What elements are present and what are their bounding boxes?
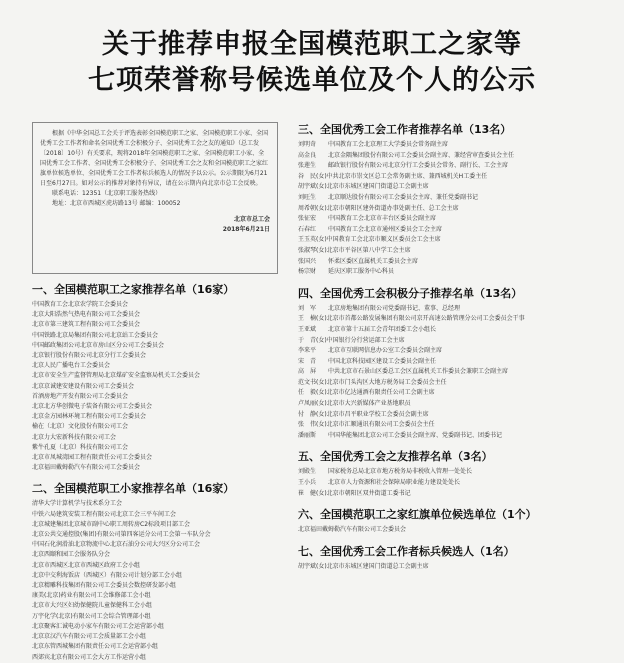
list-item: 中国教育工会北京农学院工会委员会 xyxy=(32,301,129,308)
list-item: 刘明奇 中国教育工会北京理工大学委员会常务副主席 xyxy=(298,141,449,148)
list-item: 张淑琴(女)北京市平谷区第八中学工会主席 xyxy=(298,246,411,254)
list-item: 首酒房地产开发有限公司工会委员会 xyxy=(32,392,129,400)
list-item: 清华大学计算机学与技术系分工会 xyxy=(32,500,123,508)
section-heading-6: 六、全国模范职工之家红旗单位候选单位（1个） xyxy=(298,508,537,522)
list-item: 中国邮政集团公司北京市房山区分公司工会委员会 xyxy=(32,341,165,349)
notice-body: 根据《中华全国总工会关于评选表彰全国模范职工之家、全国模范职工小家、全国优秀工会工作者和命名全国优秀工会积极分子、全国优秀工会之友的通知》（总工发〔2018〕10号）有关要求，现将2018年全国模范职工之家、全国模范职工小家、全国优秀工会工作者、全国优秀工会积极分子、全国优秀工会之友和全国模范职工之家红旗单位候选单位、全国优秀工会工作者标兵候选人的情况予以公示。公示期限为6月21日至6月27日。如对公示的推荐对象持有异议，请在公示期内向北京市总工会反映。 xyxy=(40,130,269,187)
list-item: 高金良 北京金隅集团股份有限公司工会委员会副主席、兼经营审查委员会主任 xyxy=(298,151,515,159)
list-item: 王小兵 北京市人力资源和社会保障局职业能力建设处处长 xyxy=(298,479,461,487)
list-item: 北京大阳浩然气热电有限公司工会委员会 xyxy=(32,311,141,319)
list-item: 任 毅(女)北京市亿达通酒有限责任公司工会副主席 xyxy=(298,389,435,397)
list-item: 王 楠(女)北京市首都公路发展集团有限公司京开高速公路管理分公司工会委员会干事 xyxy=(298,315,525,323)
list-item: 北京金方园林环境工程有限公司工会委员会 xyxy=(32,413,147,421)
list-item: 付 静(女)北京市昌平职业学校工会委员会副主席 xyxy=(298,410,429,418)
section-heading-1: 一、全国模范职工之家推荐名单（16家） xyxy=(32,283,235,296)
notice-signature: 北京市总工会 xyxy=(233,216,270,223)
list-item: 西郊宾北京有限公司工会大方工作运营小组 xyxy=(32,653,147,661)
list-item: 于 青(女)中国银行分行营运部工会主席 xyxy=(298,336,405,344)
section-heading-7: 七、全国优秀工会工作者标兵候选人（1名） xyxy=(298,544,515,558)
list-item: 北京市安全生产监督管理局北京煤矿安全监察局机关工会委员会 xyxy=(32,372,201,380)
notice-contact: 联系电话：12351（北京职工服务热线） xyxy=(52,190,162,197)
list-item: 北京力大宏新科技有限公司工会 xyxy=(32,433,117,441)
list-item: 张征宏 中国教育工会北京市丰台区委员会副主席 xyxy=(298,215,437,223)
list-item: 潘丽斯 中国华能集团北京公司工会委员会副主席、党委副书记、团委书记 xyxy=(298,431,503,439)
list-item: 杨宗财 延庆区职工服务中心科员 xyxy=(298,268,395,276)
section-heading-4: 四、全国优秀工会积极分子推荐名单（13名） xyxy=(298,286,523,300)
list-item: 康美(北京)药业有限公司工会维修部工会小组 xyxy=(32,592,151,600)
list-item: 李来平 北京市互联网信息办公室工会委员会副主席 xyxy=(298,347,443,355)
section-list-5 xyxy=(298,467,598,499)
list-item: 北京东管西城集团有限责任公司工会运营部小组 xyxy=(32,643,159,651)
section-heading-5: 五、全国优秀工会之友推荐名单（3名） xyxy=(298,450,493,464)
list-item: 北京公共交通控股(集团)有限公司第四客运分公司工会第一车队分会 xyxy=(32,531,211,539)
list-item: 北京市大兴区妇幼保健院儿童保健科工会小组 xyxy=(32,602,153,610)
list-item: 万宇化学(北京)有限公司工会综合管理部小组 xyxy=(32,612,151,620)
list-item: 刘 军 北京房地集团有限公司党委副书记、董事、总经理 xyxy=(298,304,461,312)
list-item: 谷 民(女)中共北京市崇文区总工会常务副主席、兼西城机关H工委主任 xyxy=(298,172,488,180)
list-item: 北京聚客汇诚电动小家车有限公司工会运营部小组 xyxy=(32,622,165,630)
list-item: 中国铁路北京局集团有限公司北京站工会委员会 xyxy=(32,331,159,339)
list-item: 北京京诚建安建设有限公司工会委员会 xyxy=(32,382,135,390)
list-item: 北京北方华创微电子装备有限公司工会委员会 xyxy=(32,403,153,411)
list-item: 周希朝(女)北京市朝阳区建外街道办事处副主任、总工会主席 xyxy=(298,204,459,212)
section-heading-3: 三、全国优秀工会工作者推荐名单（13名） xyxy=(298,123,512,136)
list-item: 崔 健(女)北京市朝阳区双井街道工委书记 xyxy=(298,489,411,497)
list-item: 石春红 中国教育工会北京市通州区委员会工会主席 xyxy=(298,225,443,233)
section-list-6 xyxy=(298,525,598,536)
list-item: 张国兴 怀柔区委区直属机关工委员会主席 xyxy=(298,257,419,265)
section-list-1 xyxy=(32,300,278,473)
section-heading-2: 二、全国模范职工小家推荐名单（16家） xyxy=(32,482,235,496)
section-list-3 xyxy=(298,140,598,278)
list-item: 卢凤丽(女)北京市大兴新媒体产业基地职员 xyxy=(298,400,411,408)
section-list-2 xyxy=(32,499,278,662)
list-item: 北京福田戴姆勒汽车有限公司工会委员会 xyxy=(298,526,407,534)
list-item: 北京精雕科技集团有限公司工会委员会数控研发部小组 xyxy=(32,582,177,590)
list-item: 北京中交利海饭店（西城区）有限公司计划分部工会小组 xyxy=(32,571,183,579)
list-item: 北京市凤城湾园工程有限责任公司工会委员会 xyxy=(32,454,153,462)
list-item: 胡宇斌(女)北京市东城区建国门街道总工会副主席 xyxy=(298,183,429,191)
section-list-4 xyxy=(298,304,598,442)
notice-date: 2018年6月21日 xyxy=(222,226,270,233)
list-item: 刘殿生 国家税务总局北京市地方税务局非税收入管理一处处长 xyxy=(298,468,473,476)
list-item: 北京人民广播电台工会委员会 xyxy=(32,362,111,370)
list-item: 北京银行股份有限公司北京分行工会委员会 xyxy=(32,352,147,360)
list-item: 北京市西城区北京市西城区政府工会小组 xyxy=(32,561,141,569)
notice-address: 地址：北京市西城区虎坊路13号 邮编：100052 xyxy=(52,200,181,207)
list-item: 高 屏 中共北京市石景山区委总工会区直属机关工作委员会兼职工会副主席 xyxy=(298,368,509,376)
section-list-7 xyxy=(298,562,598,573)
list-item: 榆在（北京）文化股份有限公司工会 xyxy=(32,423,129,431)
list-item: 胡宇斌(女)北京市东城区建国门街道总工会副主席 xyxy=(298,562,429,570)
list-item: 中国石化润滑油北京物流中心北京石油分公司大兴区分公司工会 xyxy=(32,541,201,549)
list-item: 王玉英(女)中国教育工会北京市顺义区委员会工会主席 xyxy=(298,236,441,244)
page-title-line1: 关于推荐申报全国模范职工之家等 xyxy=(102,29,522,60)
list-item: 北京京汉汽车有限公司工会质量部工会小组 xyxy=(32,633,147,641)
list-item: 北京福田戴姆勒汽车有限公司工会委员会 xyxy=(32,464,141,472)
list-item: 中铁六局建筑安装工程有限公司北京工会三平车间工会 xyxy=(32,510,177,518)
list-item: 张 伟(女)北京市汇顺通讯有限公司工会委员会主任 xyxy=(298,421,435,429)
left-column xyxy=(32,122,278,663)
list-item: 宋 青 中国北京科技园区建设工会委员会副主任 xyxy=(298,357,437,365)
list-item: 王亚斌 北京市第十五届工会青年团委工会小组长 xyxy=(298,325,437,333)
list-item: 范文书(女)北京市门头沟区大地方税务局工会委员会主任 xyxy=(298,378,447,386)
list-item: 北京市第三建筑工程有限公司工会委员会 xyxy=(32,321,141,329)
list-item: 张莲生 邮政银行股份有限公司北京分行工会委员会常务、副行长、工会主席 xyxy=(298,162,509,170)
list-item: 北京城建集团北京城市副中心职工周转房C2标段项目部工会 xyxy=(32,520,191,528)
list-item: 刘旺生 北京顺达股份有限公司工会委员会主席、兼任党委副书记 xyxy=(298,193,479,201)
list-item: 紫牛孔夏（北京）科技有限公司工会 xyxy=(32,443,129,451)
right-column xyxy=(298,122,598,572)
page-title-line2: 七项荣誉称号候选单位及个人的公示 xyxy=(88,65,536,96)
notice-box xyxy=(32,122,278,274)
list-item: 北京西颐和园工会服务队分会 xyxy=(32,551,111,559)
